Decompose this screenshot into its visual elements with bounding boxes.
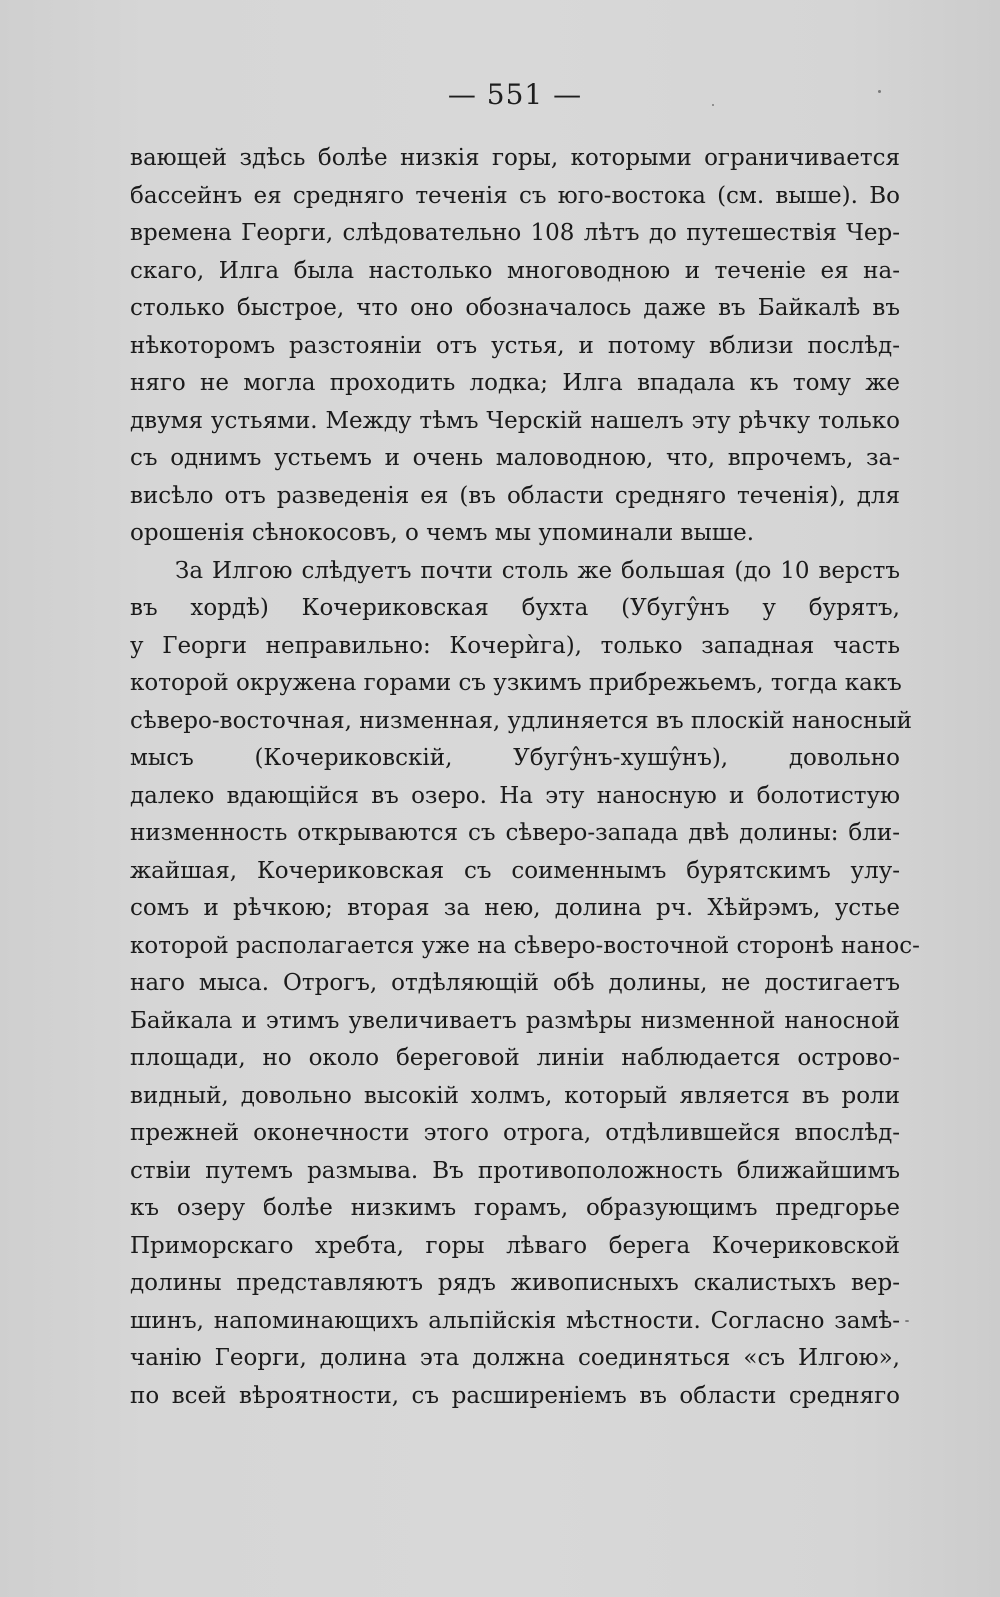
text-line: нѣкоторомъ разстояніи отъ устья, и потому вблизи послѣд- [130, 332, 900, 359]
text-line: въ хордѣ) Кочериковская бухта (Убугу̂нъ у бурятъ, [130, 595, 900, 621]
text-line: прежней оконечности этого отрога, отдѣлившейся впослѣд- [130, 1120, 900, 1146]
text-line: долины представляютъ рядъ живописныхъ скалистыхъ вер- [130, 1270, 900, 1296]
text-line: времена Георги, слѣдовательно 108 лѣтъ до путешествія Чер- [130, 220, 900, 246]
text-line: по всей вѣроятности, съ расширеніемъ въ области средняго [130, 1382, 900, 1409]
text-line: вающей здѣсь болѣе низкія горы, которыми ограничивается [130, 145, 900, 171]
text-line: шинъ, напоминающихъ альпійскія мѣстности. Согласно замѣ- [130, 1307, 900, 1334]
text-line: двумя устьями. Между тѣмъ Черскій нашелъ эту рѣчку только [130, 407, 900, 434]
text-line: мысъ (Кочериковскій, Убугу̂нъ-хушу̂нъ), довольно [130, 745, 900, 771]
text-line: которой окружена горами съ узкимъ прибрежьемъ, тогда какъ [130, 670, 902, 696]
text-line: жайшая, Кочериковская съ соименнымъ бурятскимъ улу- [130, 857, 900, 884]
paper-speck [878, 90, 881, 93]
text-line: бассейнъ ея средняго теченія съ юго-востока (см. выше). Во [130, 182, 900, 209]
text-line: ствіи путемъ размыва. Въ противоположность ближайшимъ [130, 1157, 900, 1184]
text-line: сомъ и рѣчкою; вторая за нею, долина рч. Хѣйрэмъ, устье [130, 895, 900, 921]
text-line: няго не могла проходить лодка; Илга впадала къ тому же [130, 370, 900, 396]
paper-speck [905, 1320, 909, 1322]
text-line: съ однимъ устьемъ и очень маловодною, что, впрочемъ, за- [130, 445, 900, 471]
text-line-paragraph-start: За Илгою слѣдуетъ почти столь же большая (до 10 верстъ [175, 557, 900, 584]
text-line: которой располагается уже на сѣверо-восточной сторонѣ нанос- [130, 932, 920, 959]
page-number: — 551 — [447, 78, 583, 111]
text-line: Приморскаго хребта, горы лѣваго берега Кочериковской [130, 1232, 900, 1259]
text-line: видный, довольно высокій холмъ, который является въ роли [130, 1082, 900, 1109]
text-line: сѣверо-восточная, низменная, удлиняется въ плоскій наносный [130, 707, 912, 734]
text-line: у Георги неправильно: Кочерѝга), только западная часть [130, 632, 900, 659]
text-line: низменность открываются съ сѣверо-запада двѣ долины: бли- [130, 820, 900, 846]
body-text [130, 140, 920, 1415]
text-line: далеко вдающійся въ озеро. На эту наносную и болотистую [130, 782, 900, 809]
text-line: площади, но около береговой линіи наблюдается острово- [130, 1045, 900, 1071]
text-line: наго мыса. Отрогъ, отдѣляющій обѣ долины, не достигаетъ [130, 970, 900, 996]
text-line-paragraph-end: орошенія сѣнокосовъ, о чемъ мы упоминали выше. [130, 520, 755, 546]
text-line: скаго, Илга была настолько многоводною и теченіе ея на- [130, 257, 900, 284]
paper-speck [712, 104, 714, 106]
text-line: столько быстрое, что оно обозначалось даже въ Байкалѣ въ [130, 295, 900, 321]
text-line: висѣло отъ разведенія ея (въ области средняго теченія), для [130, 482, 900, 509]
text-line: къ озеру болѣе низкимъ горамъ, образующимъ предгорье [130, 1195, 900, 1221]
text-line: Байкала и этимъ увеличиваетъ размѣры низменной наносной [130, 1007, 900, 1034]
text-line: чанію Георги, долина эта должна соединяться «съ Илгою», [130, 1345, 900, 1371]
